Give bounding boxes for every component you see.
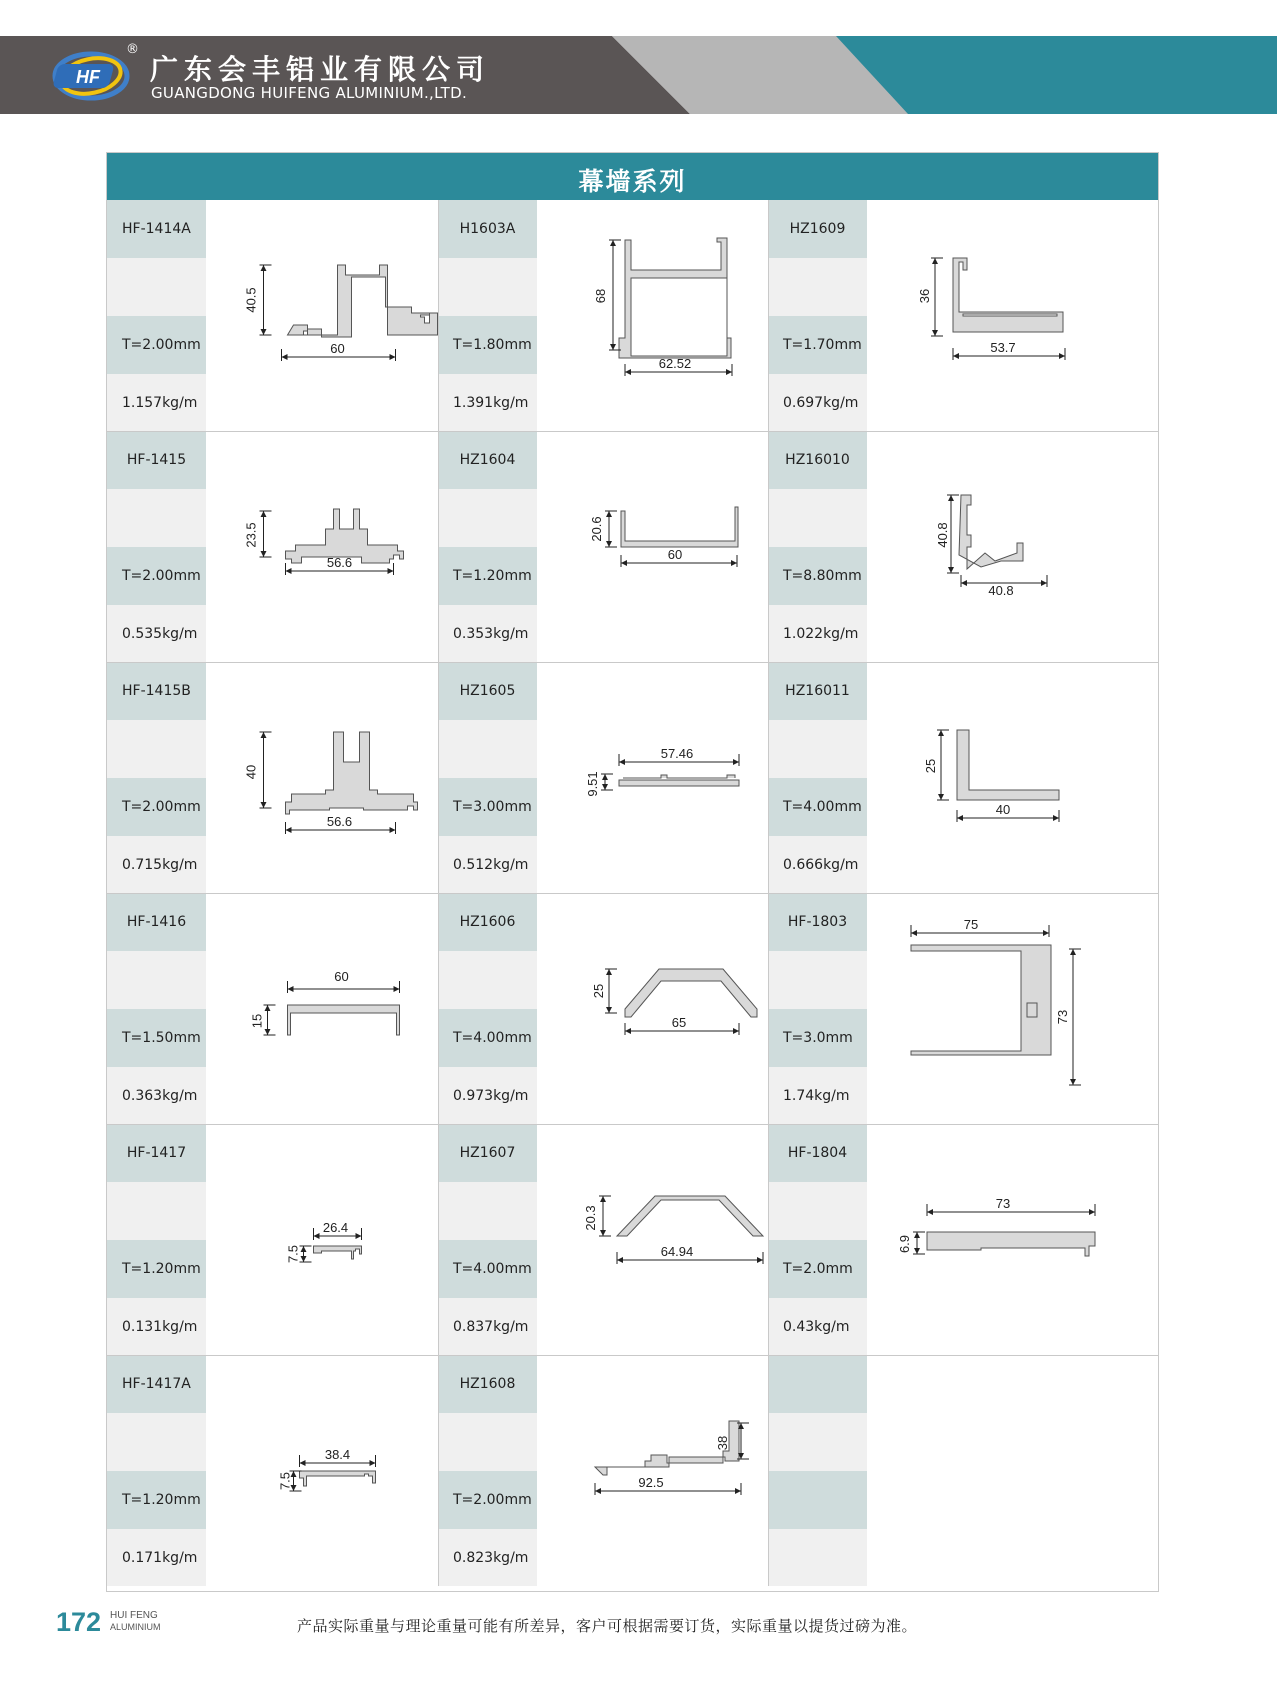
dimension-label: 40: [243, 764, 259, 780]
profile-cell: [107, 431, 438, 662]
profile-drawing: [867, 200, 1118, 431]
profile-code: [768, 1355, 867, 1413]
profile-cell: [438, 893, 768, 1124]
profile-cell: [107, 662, 438, 893]
blank-row: [107, 720, 206, 778]
dimension-label: 25: [591, 983, 606, 999]
profile-drawing: [867, 893, 1118, 1124]
profile-code: HF-1415B: [107, 662, 206, 720]
dimension-label: 20.6: [589, 516, 604, 542]
profile-thickness: T=1.20mm: [438, 547, 537, 605]
header-band: [0, 36, 1277, 114]
dimension-label: 57.46: [660, 746, 694, 761]
dimension-label: 20.3: [583, 1205, 598, 1231]
dimension-label: 40: [995, 802, 1011, 817]
profile-drawing: [206, 1355, 457, 1586]
profile-thickness: T=2.00mm: [107, 316, 206, 374]
profile-weight: 0.131kg/m: [107, 1298, 206, 1355]
profile-weight: 0.363kg/m: [107, 1067, 206, 1124]
dimension-label: 62.52: [658, 356, 692, 371]
blank-row: [438, 1413, 537, 1471]
profile-code: HZ1604: [438, 431, 537, 489]
registered-mark: ®: [126, 42, 139, 57]
company-logo: [46, 44, 136, 104]
profile-drawing: [206, 662, 457, 893]
profile-drawing: [206, 431, 457, 662]
row-divider: [107, 1124, 1158, 1125]
section-title-bar: [107, 153, 1158, 200]
profile-code: HZ16010: [768, 431, 867, 489]
profile-code: HF-1804: [768, 1124, 867, 1182]
profile-cell: [768, 200, 1098, 431]
profile-cell: [107, 893, 438, 1124]
profile-drawing: [867, 662, 1118, 893]
section-title: 幕墙系列: [578, 167, 687, 196]
profile-cell: [438, 200, 768, 431]
profile-weight: 0.171kg/m: [107, 1529, 206, 1586]
profile-thickness: T=4.00mm: [438, 1240, 537, 1298]
profile-thickness: T=3.0mm: [768, 1009, 867, 1067]
profile-code: HZ1606: [438, 893, 537, 951]
profile-thickness: T=1.20mm: [107, 1240, 206, 1298]
profile-cell: [768, 1355, 1098, 1586]
footer-brand: HUI FENG: [110, 1610, 158, 1621]
dimension-label: 38: [715, 1435, 730, 1451]
blank-row: [107, 1413, 206, 1471]
profile-cell: [438, 1355, 768, 1586]
dimension-label: 23.5: [243, 522, 259, 548]
profile-thickness: T=2.0mm: [768, 1240, 867, 1298]
profile-weight: 0.837kg/m: [438, 1298, 537, 1355]
profile-thickness: T=2.00mm: [438, 1471, 537, 1529]
dimension-label: 68: [593, 288, 608, 304]
profile-weight: 0.535kg/m: [107, 605, 206, 662]
profile-cell: [768, 893, 1098, 1124]
dimension-label: 38.4: [324, 1447, 351, 1462]
dimension-label: 65: [671, 1015, 687, 1030]
profile-drawing: [867, 1124, 1118, 1355]
blank-row: [768, 720, 867, 778]
profile-weight: 0.43kg/m: [768, 1298, 867, 1355]
row-divider: [107, 893, 1158, 894]
profile-cell: [768, 431, 1098, 662]
dimension-label: 60: [667, 547, 683, 562]
blank-row: [107, 1182, 206, 1240]
profile-code: HZ1608: [438, 1355, 537, 1413]
profile-cell: [768, 1124, 1098, 1355]
dimension-label: 60: [330, 341, 345, 356]
footer-note: 产品实际重量与理论重量可能有所差异，客户可根据需要订货，实际重量以提货过磅为准。: [297, 1617, 918, 1635]
profile-code: HF-1417A: [107, 1355, 206, 1413]
blank-row: [107, 951, 206, 1009]
dimension-label: 40.5: [243, 287, 259, 313]
profile-cell: [438, 662, 768, 893]
profile-code: HF-1416: [107, 893, 206, 951]
profile-drawing: [206, 893, 457, 1124]
blank-row: [107, 489, 206, 547]
blank-row: [438, 951, 537, 1009]
profile-weight: 1.74kg/m: [768, 1067, 867, 1124]
profile-code: HF-1417: [107, 1124, 206, 1182]
profile-drawing: [537, 893, 788, 1124]
profile-code: HZ1607: [438, 1124, 537, 1182]
profile-weight: 1.022kg/m: [768, 605, 867, 662]
profile-weight: 0.715kg/m: [107, 836, 206, 893]
dimension-label: 7.5: [285, 1244, 301, 1264]
profile-thickness: T=1.20mm: [107, 1471, 206, 1529]
profile-weight: 1.391kg/m: [438, 374, 537, 431]
profile-cell: [438, 431, 768, 662]
profile-drawing: [206, 200, 457, 431]
dimension-label: 7.5: [277, 1471, 293, 1491]
profile-code: HZ16011: [768, 662, 867, 720]
blank-row: [768, 489, 867, 547]
profile-thickness: T=8.80mm: [768, 547, 867, 605]
profile-thickness: T=1.80mm: [438, 316, 537, 374]
profile-code: HZ1609: [768, 200, 867, 258]
profile-thickness: T=1.50mm: [107, 1009, 206, 1067]
profile-table: [106, 152, 1159, 1592]
company-name-cn: 广东会丰铝业有限公司: [150, 53, 491, 86]
dimension-label: 56.6: [326, 555, 353, 570]
dimension-label: 56.6: [326, 814, 353, 829]
profile-cell: [107, 1355, 438, 1586]
profile-code: HZ1605: [438, 662, 537, 720]
blank-row: [768, 258, 867, 316]
profile-drawing: [537, 662, 788, 893]
profile-weight: [768, 1529, 867, 1586]
profile-thickness: T=3.00mm: [438, 778, 537, 836]
profile-code: H1603A: [438, 200, 537, 258]
blank-row: [438, 720, 537, 778]
profile-drawing: [206, 1124, 457, 1355]
profile-thickness: T=4.00mm: [438, 1009, 537, 1067]
blank-row: [438, 489, 537, 547]
svg-text:HF: HF: [76, 67, 100, 87]
profile-weight: 0.353kg/m: [438, 605, 537, 662]
blank-row: [438, 1182, 537, 1240]
profile-drawing: [537, 1124, 788, 1355]
dimension-label: 73: [995, 1196, 1011, 1211]
profile-thickness: T=1.70mm: [768, 316, 867, 374]
profile-drawing: [867, 431, 1118, 662]
row-divider: [107, 1355, 1158, 1356]
dimension-label: 15: [249, 1013, 265, 1029]
dimension-label: 73: [1055, 1009, 1070, 1025]
profile-cell: [438, 1124, 768, 1355]
dimension-label: 26.4: [322, 1220, 349, 1235]
profile-thickness: T=4.00mm: [768, 778, 867, 836]
profile-thickness: T=2.00mm: [107, 778, 206, 836]
profile-weight: 0.666kg/m: [768, 836, 867, 893]
profile-weight: 0.973kg/m: [438, 1067, 537, 1124]
profile-weight: 1.157kg/m: [107, 374, 206, 431]
profile-weight: 0.512kg/m: [438, 836, 537, 893]
dimension-label: 40.8: [935, 522, 950, 548]
profile-code: HF-1415: [107, 431, 206, 489]
profile-cell: [107, 1124, 438, 1355]
blank-row: [768, 1413, 867, 1471]
profile-weight: 0.823kg/m: [438, 1529, 537, 1586]
dimension-label: 60: [334, 969, 349, 984]
company-name-en: GUANGDONG HUIFENG ALUMINIUM.,LTD.: [151, 84, 468, 102]
dimension-label: 53.7: [990, 340, 1016, 355]
blank-row: [768, 951, 867, 1009]
dimension-label: 9.51: [585, 771, 600, 797]
page-number: 172: [56, 1607, 102, 1637]
profile-weight: 0.697kg/m: [768, 374, 867, 431]
profile-drawing: [537, 200, 788, 431]
profile-code: HF-1803: [768, 893, 867, 951]
profile-drawing: [867, 1355, 1118, 1586]
dimension-label: 25: [923, 758, 938, 774]
blank-row: [438, 258, 537, 316]
profile-thickness: T=2.00mm: [107, 547, 206, 605]
dimension-label: 6.9: [897, 1234, 912, 1254]
profile-cell: [107, 200, 438, 431]
blank-row: [768, 1182, 867, 1240]
profile-thickness: [768, 1471, 867, 1529]
profile-drawing: [537, 431, 788, 662]
footer-brand-sub: ALUMINIUM: [110, 1622, 161, 1632]
dimension-label: 40.8: [988, 583, 1014, 598]
dimension-label: 75: [963, 917, 979, 932]
dimension-label: 36: [917, 288, 932, 304]
dimension-label: 64.94: [660, 1244, 694, 1259]
profile-code: HF-1414A: [107, 200, 206, 258]
profile-cell: [768, 662, 1098, 893]
dimension-label: 92.5: [638, 1475, 664, 1490]
row-divider: [107, 662, 1158, 663]
row-divider: [107, 431, 1158, 432]
profile-drawing: [537, 1355, 788, 1586]
blank-row: [107, 258, 206, 316]
